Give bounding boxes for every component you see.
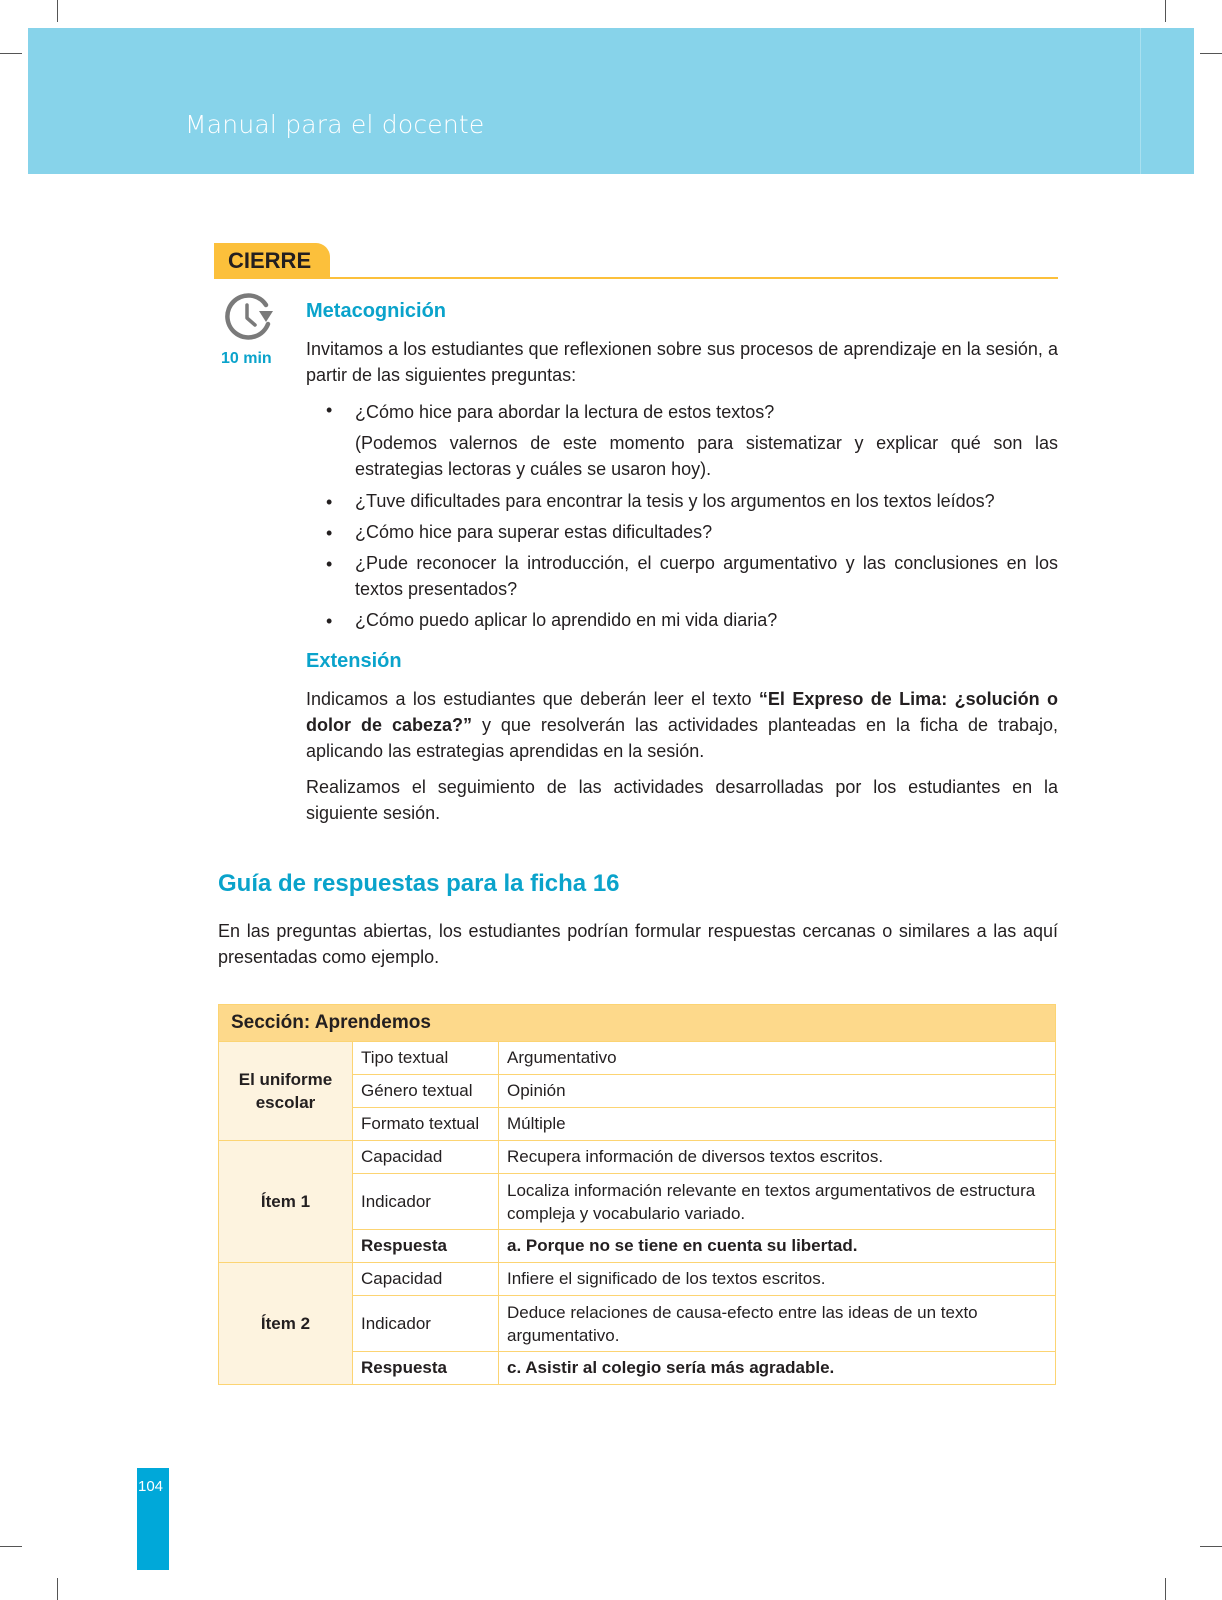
bullet-dot: •: [326, 611, 333, 631]
group-cell: El uniforme escolar: [219, 1042, 353, 1141]
bullet-dot: •: [326, 523, 333, 543]
table-row: [219, 1141, 1056, 1174]
row-value: Localiza información relevante en textos argumentativos de estructura compleja y vocabulario variado.: [499, 1174, 1056, 1230]
extension-paragraph: Indicamos a los estudiantes que deberán leer el texto “El Expreso de Lima: ¿solución o dolor de cabeza?” y que resolverán las actividades planteadas en la ficha de trabajo, aplicando las estrategias aprendidas en la sesión.: [306, 689, 1058, 761]
duration-label: 10 min: [221, 350, 272, 367]
row-value: Argumentativo: [499, 1042, 1056, 1075]
row-label: Capacidad: [353, 1141, 499, 1174]
list-item-note: (Podemos valernos de este momento para sistematizar y explicar qué son las estrategias lectoras y cuáles se usaron hoy).: [355, 433, 1058, 479]
list-item: ¿Pude reconocer la introducción, el cuerpo argumentativo y las conclusiones en los textos presentados?: [355, 553, 1058, 599]
crop-mark: [1165, 1578, 1166, 1600]
crop-mark: [1200, 53, 1222, 54]
header-banner: [28, 28, 1194, 174]
group-cell: Ítem 2: [219, 1263, 353, 1385]
metacognicion-intro: Invitamos a los estudiantes que reflexionen sobre sus procesos de aprendizaje en la sesión, a partir de las siguientes preguntas:: [306, 339, 1058, 385]
row-label: Capacidad: [353, 1263, 499, 1296]
crop-mark: [1200, 1546, 1222, 1547]
manual-title: Manual para el docente: [185, 110, 485, 139]
bullet-dot: •: [326, 554, 333, 574]
bullet-dot: •: [326, 492, 333, 512]
table-header-row: [219, 1005, 1056, 1042]
row-label: Indicador: [353, 1174, 499, 1230]
row-label: Tipo textual: [353, 1042, 499, 1075]
row-value: Deduce relaciones de causa-efecto entre las ideas de un texto argumentativo.: [499, 1296, 1056, 1352]
section-divider: [214, 277, 1058, 279]
guide-intro: En las preguntas abiertas, los estudiantes podrían formular respuestas cercanas o similares a las aquí presentadas como ejemplo.: [218, 921, 1058, 967]
extension-heading: Extensión: [306, 650, 402, 672]
table-row: [219, 1042, 1056, 1075]
answers-table: [218, 1004, 1056, 1385]
answer-value: a. Porque no se tiene en cuenta su libertad.: [499, 1230, 1056, 1263]
row-label: Formato textual: [353, 1108, 499, 1141]
bullet-dot: •: [326, 400, 333, 420]
table-header: Sección: Aprendemos: [219, 1005, 1056, 1042]
reading-title: “El Expreso de Lima: ¿solución o dolor de cabeza?”: [306, 689, 1058, 735]
followup-paragraph: Realizamos el seguimiento de las actividades desarrolladas por los estudiantes en la siguiente sesión.: [306, 777, 1058, 823]
list-item: ¿Tuve dificultades para encontrar la tesis y los argumentos en los textos leídos?: [355, 491, 995, 511]
row-value: Recupera información de diversos textos escritos.: [499, 1141, 1056, 1174]
crop-mark: [0, 53, 22, 54]
page-number: 104: [138, 1478, 164, 1495]
list-item: ¿Cómo hice para abordar la lectura de estos textos?: [355, 402, 775, 422]
crop-mark: [0, 1546, 22, 1547]
row-label: Respuesta: [353, 1352, 499, 1385]
row-label: Respuesta: [353, 1230, 499, 1263]
row-label: Indicador: [353, 1296, 499, 1352]
banner-divider: [1140, 28, 1141, 174]
table-row: [219, 1263, 1056, 1296]
row-value: Infiere el significado de los textos escritos.: [499, 1263, 1056, 1296]
row-value: Opinión: [499, 1075, 1056, 1108]
crop-mark: [57, 1578, 58, 1600]
metacognicion-heading: Metacognición: [306, 300, 447, 322]
list-item: ¿Cómo puedo aplicar lo aprendido en mi vida diaria?: [355, 610, 778, 630]
list-item: ¿Cómo hice para superar estas dificultades?: [355, 522, 713, 542]
cierre-tab: CIERRE: [214, 243, 330, 279]
guide-heading: Guía de respuestas para la ficha 16: [218, 870, 620, 897]
row-value: Múltiple: [499, 1108, 1056, 1141]
answer-value: c. Asistir al colegio sería más agradable.: [499, 1352, 1056, 1385]
crop-mark: [57, 0, 58, 22]
row-label: Género textual: [353, 1075, 499, 1108]
group-cell: Ítem 1: [219, 1141, 353, 1263]
crop-mark: [1165, 0, 1166, 22]
clock-icon: [222, 292, 276, 342]
